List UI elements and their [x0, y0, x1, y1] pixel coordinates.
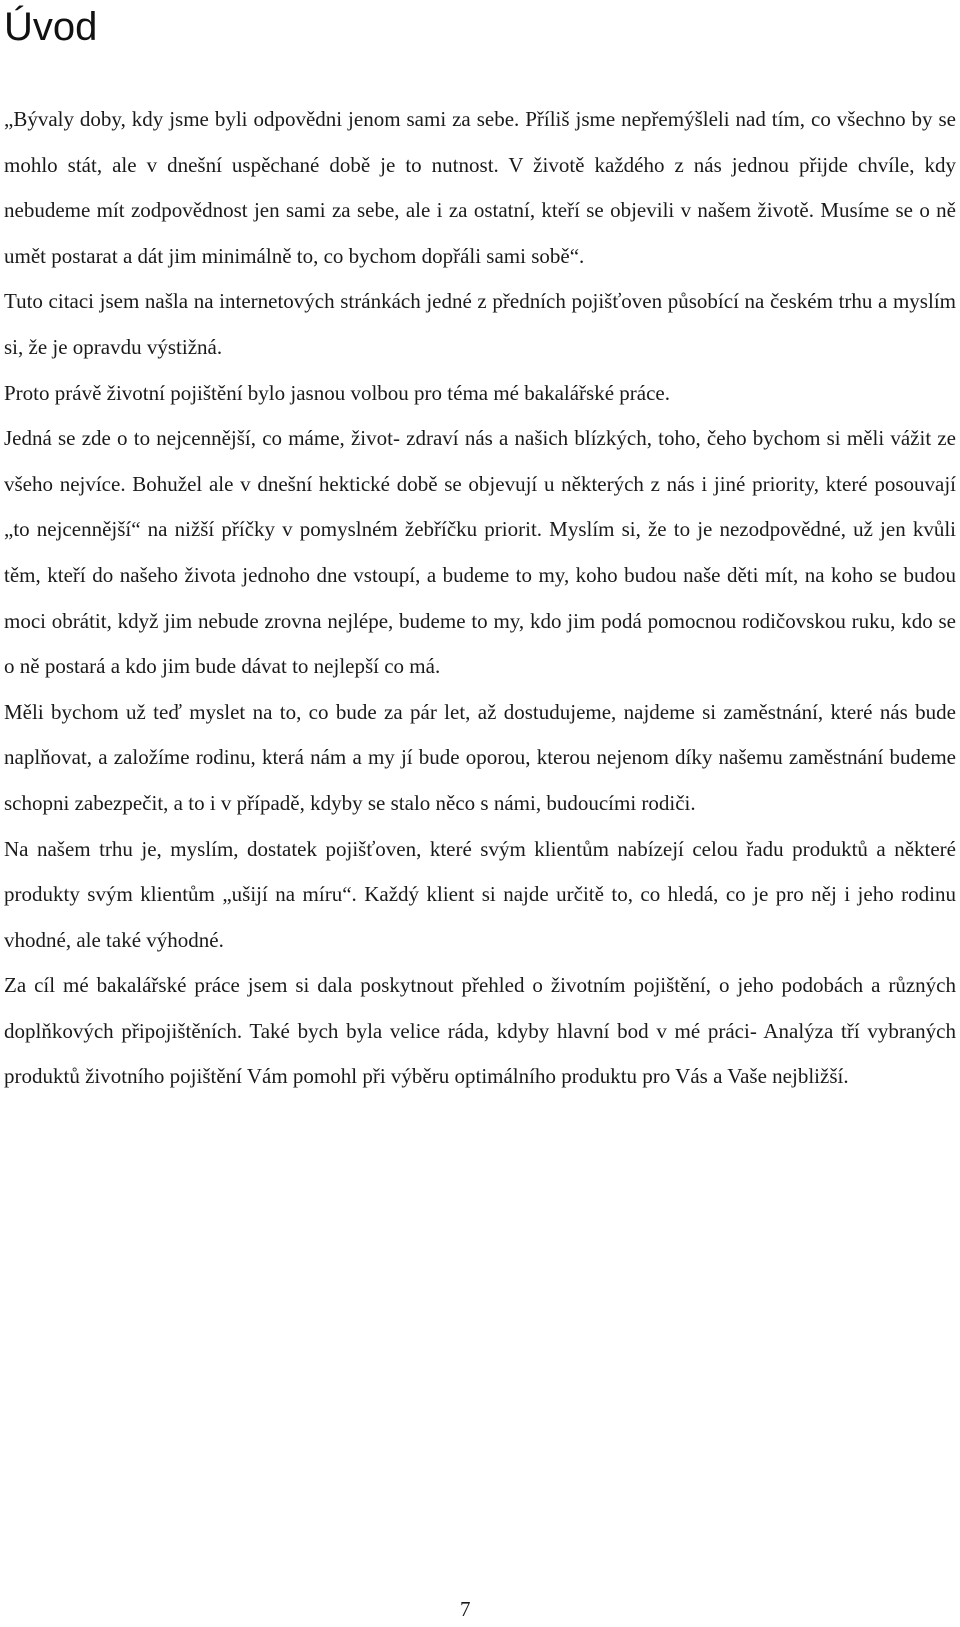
page-number: 7 — [460, 1597, 471, 1621]
section-heading: Úvod — [4, 5, 98, 49]
paragraph-goal: Za cíl mé bakalářské práce jsem si dala poskytnout přehled o životním pojištění, o jeho podobách a různých doplňkových připojištěních. Také bych byla velice ráda, kdyby hlavní bod v mé práci- Analýza tří vybraných produktů životního pojištění Vám pomohl při výběru optimálního produktu pro Vás a Vaše nejbližší. — [4, 973, 956, 1089]
paragraph-quote: „Bývaly doby, kdy jsme byli odpovědni jenom sami za sebe. Příliš jsme nepřemýšleli nad tím, co všechno by se mohlo stát, ale v dnešní uspěchané době je to nutnost. V životě každého z nás jednou přijde chvíle, kdy nebudeme mít zodpovědnost jen sami za sebe, ale i za ostatní, kteří se objevili v našem životě. Musíme se o ně umět postarat a dát jim minimálně to, co bychom dopřáli sami sobě“. — [4, 107, 956, 268]
paragraph-topic-choice: Proto právě životní pojištění bylo jasnou volbou pro téma mé bakalářské práce. — [4, 380, 670, 405]
body-text — [4, 97, 956, 1100]
paragraph-market: Na našem trhu je, myslím, dostatek pojišťoven, které svým klientům nabízejí celou řadu produktů a některé produkty svým klientům „ušijí na míru“. Každý klient si najde určitě to, co hledá, co je pro něj i jeho rodinu vhodné, ale také výhodné. — [4, 836, 956, 952]
paragraph-citation-source: Tuto citaci jsem našla na internetových stránkách jedné z předních pojišťoven působící na českém trhu a myslím si, že je opravdu výstižná. — [4, 289, 956, 359]
paragraph-future: Měli bychom už teď myslet na to, co bude za pár let, až dostudujeme, najdeme si zaměstnání, které nás bude naplňovat, a založíme rodinu, která nám a my jí bude oporou, kterou nejenom díky našemu zaměstnání budeme schopni zabezpečit, a to i v případě, kdyby se stalo něco s námi, budoucími rodiči. — [4, 699, 956, 815]
paragraph-priorities: Jedná se zde o to nejcennější, co máme, život- zdraví nás a našich blízkých, toho, čeho bychom si měli vážit ze všeho nejvíce. Bohužel ale v dnešní hektické době se objevují u některých z nás i jiné priority, které posouvají „to nejcennější“ na nižší příčky v pomyslném žebříčku priorit. Myslím si, že to je nezodpovědné, už jen kvůli těm, kteří do našeho života jednoho dne vstoupí, a budeme to my, koho budou naše děti mít, na koho se budou moci obrátit, když jim nebude zrovna nejlépe, budeme to my, kdo jim podá pomocnou rodičovskou ruku, kdo se o ně postará a kdo jim bude dávat to nejlepší co má. — [4, 426, 956, 679]
